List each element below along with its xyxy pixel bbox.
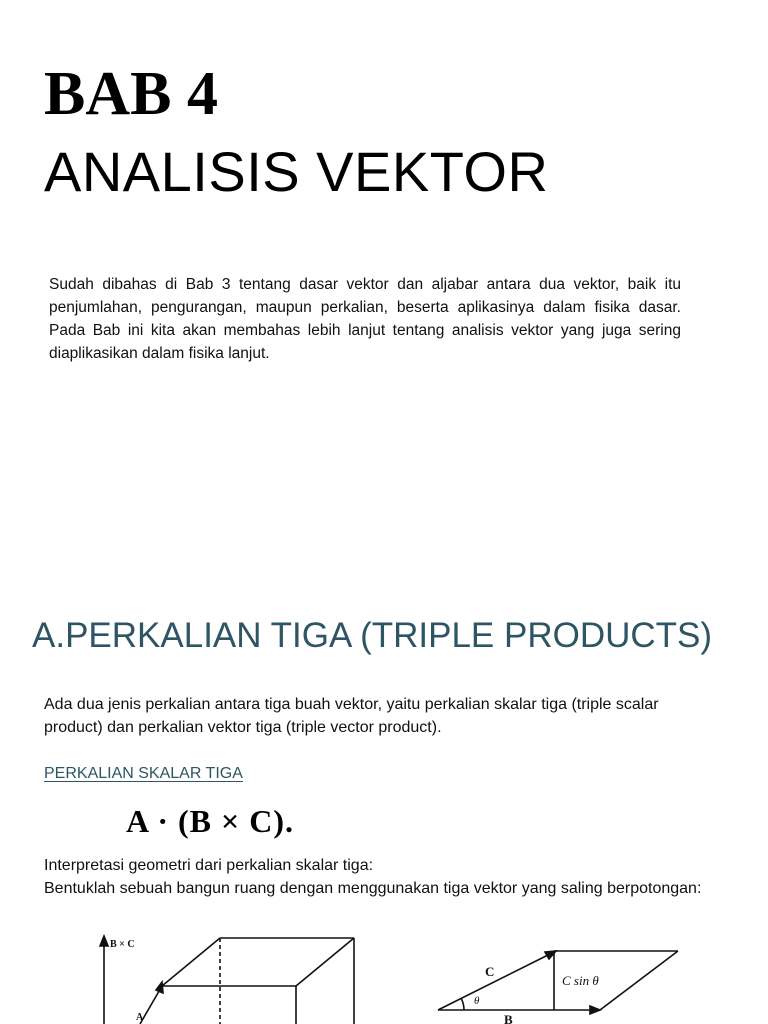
parallelogram-figure xyxy=(430,940,690,1024)
section-heading: A.PERKALIAN TIGA (TRIPLE PRODUCTS) xyxy=(32,616,713,655)
angle-arc xyxy=(461,998,464,1010)
geometric-interpretation-text xyxy=(44,854,718,900)
parallelepiped-figure xyxy=(70,930,370,1024)
vector-a-label: A xyxy=(136,1012,144,1023)
parallelogram-edge xyxy=(600,951,678,1010)
vector-b-arrowhead xyxy=(590,1006,600,1014)
intro-paragraph: Sudah dibahas di Bab 3 tentang dasar vektor dan aljabar antara dua vektor, baik itu penjumlahan, pengurangan, maupun perkalian, beserta aplikasinya dalam fisika dasar. Pada Bab ini kita akan membahas lebih lanjut tentang analisis vektor yang juga sering diaplikasikan dalam fisika lanjut. xyxy=(49,276,681,362)
scalar-triple-formula: A · (B × C). xyxy=(126,803,295,839)
parallelepiped-edge xyxy=(296,938,354,986)
bxc-axis-label: B × C xyxy=(110,939,135,950)
parallelepiped-edge xyxy=(162,938,220,986)
vector-c-label: C xyxy=(485,964,495,979)
chapter-title: ANALISIS VEKTOR xyxy=(44,140,549,203)
vector-a-arrowhead xyxy=(156,982,163,993)
vector-c-line xyxy=(438,952,554,1010)
vector-b-label: B xyxy=(504,1012,513,1024)
geo-interpretation-line: Interpretasi geometri dari perkalian skalar tiga: xyxy=(44,857,374,874)
bxc-axis-arrowhead xyxy=(100,936,108,946)
sub-heading-scalar-triple: PERKALIAN SKALAR TIGA xyxy=(44,765,243,782)
geo-construction-line: Bentuklah sebuah bangun ruang dengan menggunakan tiga vektor yang saling berpotongan: xyxy=(44,880,702,897)
section-intro-paragraph: Ada dua jenis perkalian antara tiga buah vektor, yaitu perkalian skalar tiga (triple scalar product) dan perkalian vektor tiga (triple vector product). xyxy=(44,696,659,736)
height-label: C sin θ xyxy=(562,973,599,988)
angle-label: θ xyxy=(474,995,480,1007)
chapter-number: BAB 4 xyxy=(44,60,218,128)
